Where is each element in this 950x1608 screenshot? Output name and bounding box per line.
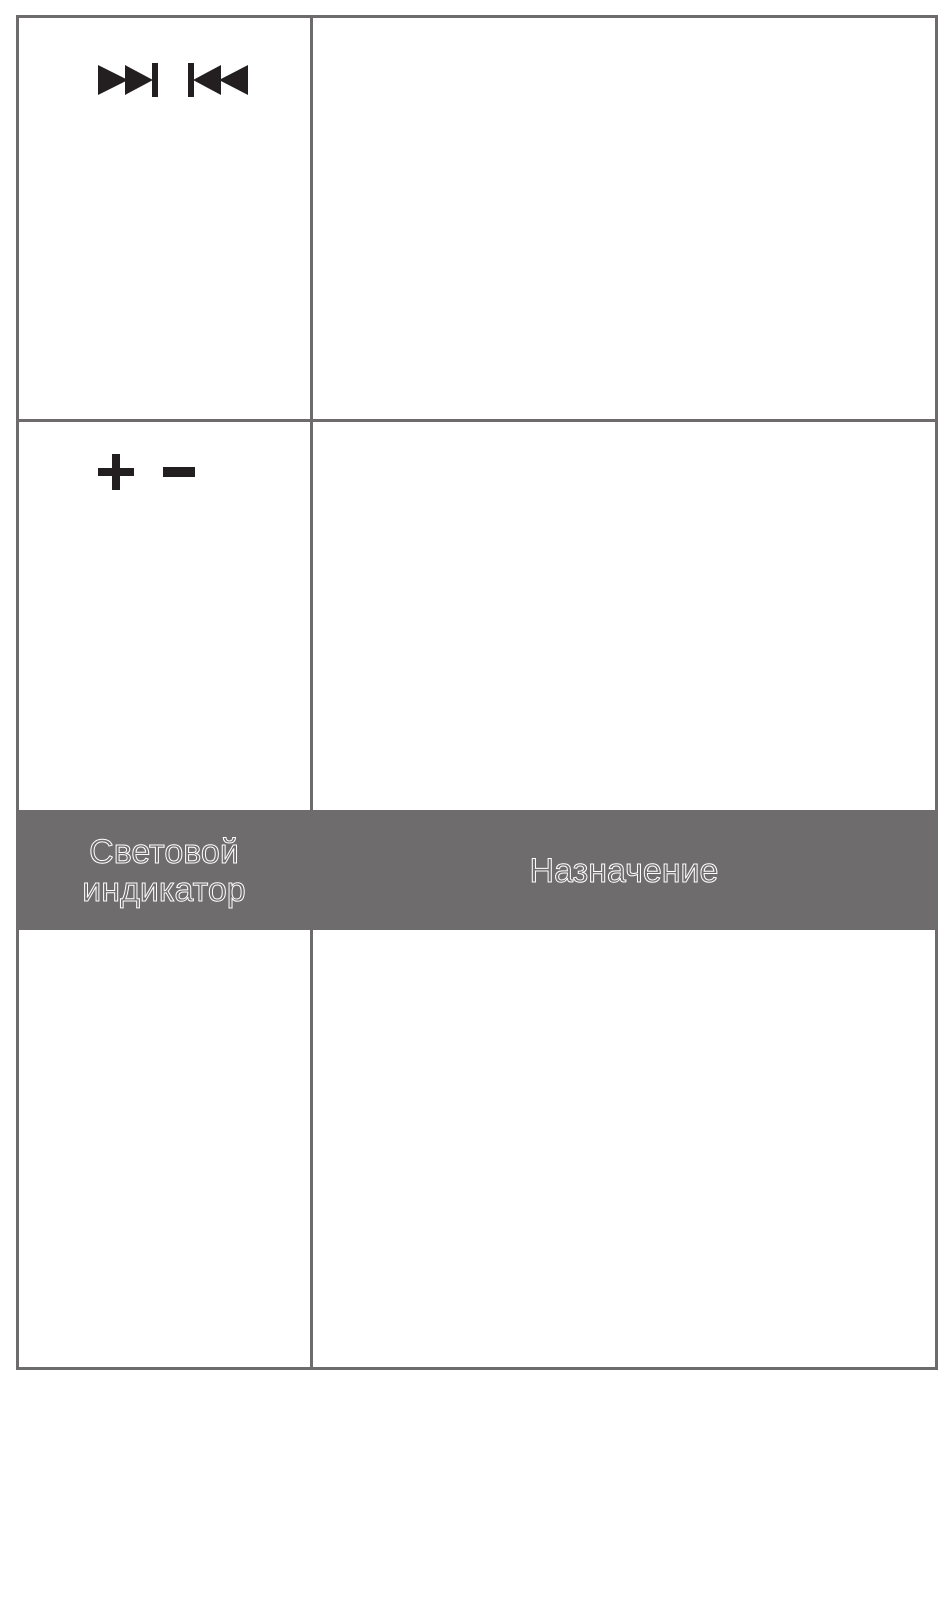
header-indicator-line1: Световой <box>89 833 239 871</box>
indicator-cell <box>17 930 311 1367</box>
row-1-description <box>311 18 937 419</box>
table-bottom-border <box>16 1367 938 1370</box>
plus-icon <box>98 454 134 490</box>
row-2-description <box>311 422 937 810</box>
next-track-icon <box>98 63 160 97</box>
previous-track-icon <box>188 63 250 97</box>
indicator-description <box>311 930 937 1367</box>
minus-icon <box>163 467 195 477</box>
header-purpose-label: Назначение <box>529 852 719 890</box>
header-indicator-line2: индикатор <box>82 871 246 909</box>
row-2-icon-cell <box>17 422 311 810</box>
header-indicator-label <box>17 833 311 909</box>
row-1-icon-cell <box>17 18 311 419</box>
